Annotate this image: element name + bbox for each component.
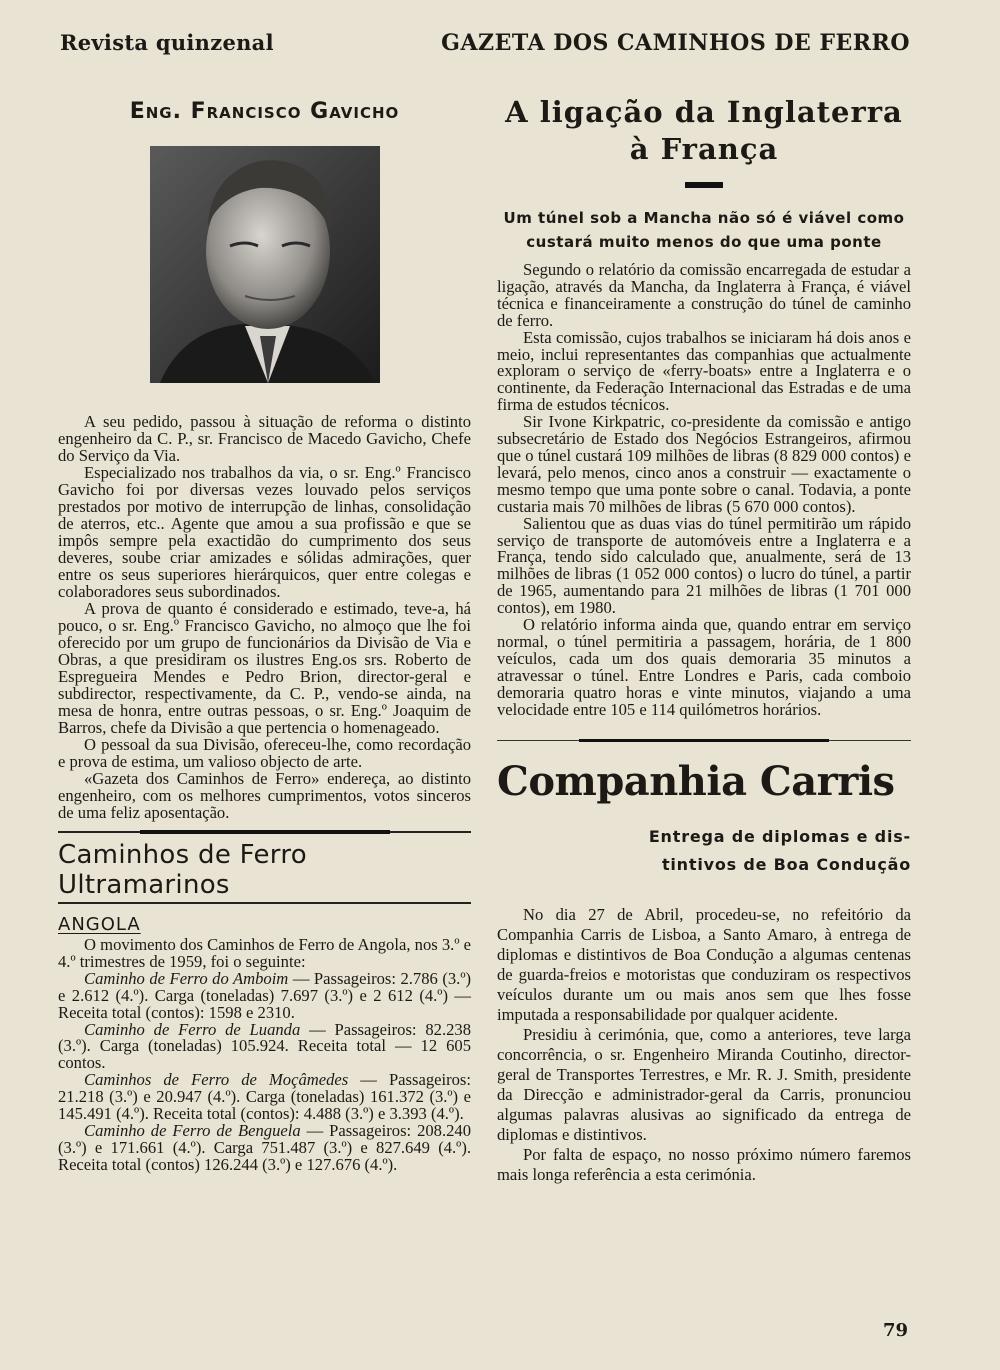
- ligacao-paragraph: Esta comissão, cujos trabalhos se iniciaram há dois anos e meio, inclui representantes das companhias que actualmente exploram o serviço de «ferry-boats» entre a Inglaterra e o continente, da Federação Internacional das Estradas e de uma firma de estudos técnicos.: [497, 327, 911, 415]
- profile-article-body: [58, 413, 471, 821]
- ligacao-title: [497, 94, 911, 168]
- profile-title: Eng. Francisco Gavicho: [129, 99, 400, 124]
- carris-body: [497, 905, 911, 1185]
- carris-subhead: [497, 823, 911, 879]
- carris-paragraph: No dia 27 de Abril, procedeu-se, no refeitório da Companhia Carris de Lisboa, a Santo Amaro, à entrega de diplomas e distintivos de Boa Condução a algumas centenas de guarda-freios e motoristas que conduziram os respectivos veículos durante um ou mais anos sem que lhes fosse imputada a responsabilidade por qualquer acidente.: [497, 905, 911, 1025]
- ligacao-paragraph: Segundo o relatório da comissão encarregada de estudar a ligação, através da Mancha, da Inglaterra à França, é viável técnica e financeiramente a construção do túnel de caminho de ferro.: [497, 260, 911, 330]
- profile-paragraph: A prova de quanto é considerado e estimado, teve-a, há pouco, o sr. Eng.º Francisco Gavicho, no almoço que lhe foi oferecido por um grupo de funcionários da Divisão de Via e Obras, a que presidiram os ilustres Eng.os srs. Roberto de Espregueira Mendes e Pedro Brion, director-geral e subdirector, respectivamente, da C. P., vendo-se ainda, na mesa de honra, entre outras pessoas, o sr. Eng.º Joaquim de Barros, chefe da Divisão a que pertencia o homenageado.: [58, 599, 471, 737]
- carris-subhead-line: tintivos de Boa Condução: [661, 855, 911, 875]
- right-column: [497, 90, 911, 1185]
- profile-paragraph: «Gazeta dos Caminhos de Ferro» endereça, ao distinto engenheiro, com os melhores cumprimentos, votos sinceros de uma feliz aposentação.: [58, 769, 471, 822]
- profile-paragraph: O pessoal da sua Divisão, ofereceu-lhe, como recordação e prova de estima, um valioso objecto de arte.: [58, 735, 471, 771]
- left-column: [58, 95, 471, 1174]
- carris-subhead-line: Entrega de diplomas e dis-: [648, 827, 911, 847]
- railway-name: Caminho de Ferro de Benguela: [84, 1120, 301, 1140]
- page-number: 79: [882, 1320, 908, 1341]
- railway-entry: [58, 1072, 471, 1123]
- carris-title: Companhia Carris: [497, 758, 895, 806]
- profile-paragraph: A seu pedido, passou à situação de reforma o distinto engenheiro da C. P., sr. Francisco de Macedo Gavicho, Chefe do Serviço da Via.: [58, 412, 471, 465]
- ligacao-paragraph: O relatório informa ainda que, quando entrar em serviço normal, o túnel permitiria a passagem, horária, de 1 800 veículos, cada um dos quais demoraria 35 minutos a atravessar o túnel. Entre Londres e Paris, cada comboio demoraria quatro horas e vinte minutos, viajando a uma velocidade entre 105 e 114 quilómetros horários.: [497, 615, 911, 719]
- portrait-photo: [150, 146, 380, 383]
- railway-name: Caminho de Ferro de Luanda: [84, 1019, 301, 1039]
- railway-stats: — Passageiros: 2.786 (3.º) e 2.612 (4.º). Carga (toneladas) 7.697 (3.º) e 2 612 (4.º) — Receita total (contos): 1598 e 2310.: [58, 968, 471, 1022]
- ultramarinos-intro: O movimento dos Caminhos de Ferro de Angola, nos 3.º e 4.º trimestres de 1959, foi o seguinte:: [58, 935, 471, 971]
- railway-name: Caminhos de Ferro de Moçâmedes: [84, 1070, 349, 1090]
- title-dash: [685, 182, 723, 188]
- ligacao-title-line: à França: [629, 132, 779, 166]
- railway-stats: — Passageiros: 21.218 (3.º) e 20.947 (4.º). Carga (toneladas) 161.372 (3.º) e 145.491 (4.º). Receita total (contos): 4.488 (3.º) e 3.393 (4.º).: [58, 1070, 471, 1124]
- railway-entry: [58, 1019, 471, 1073]
- railway-name: Caminho de Ferro do Amboim: [84, 968, 289, 988]
- ligacao-title-line: A ligação da Inglaterra: [505, 95, 903, 129]
- portrait-image: [150, 146, 380, 383]
- ligacao-body: [497, 262, 911, 718]
- ultramarinos-body: [58, 937, 471, 1174]
- ligacao-paragraph: Sir Ivone Kirkpatric, co-presidente da comissão e antigo subsecretário de Estado dos Negócios Estrangeiros, afirmou que o túnel custará 109 milhões de libras (8 829 000 contos) e levará, pelo menos, cinco anos a construir — exactamente o mesmo tempo que uma ponte sobre o canal. Todavia, a ponte custaria mais 70 milhões de libras (5 670 000 contos).: [497, 412, 911, 516]
- running-header-left: Revista quinzenal: [60, 30, 274, 55]
- railway-stats: — Passageiros: 208.240 (3.º) e 171.661 (4.º). Carga 751.487 (3.º) e 827.649 (4.º). Receita total (contos) 126.244 (3.º) e 127.676 (4.º).: [58, 1120, 471, 1174]
- railway-stats: — Passageiros: 82.238 (3.º). Carga (toneladas) 105.924. Receita total — 12 605 contos.: [58, 1019, 471, 1073]
- section-divider-accent: [140, 830, 390, 834]
- profile-paragraph: Especializado nos trabalhos da via, o sr. Eng.º Francisco Gavicho foi por diversas vezes louvado pelos serviços prestados por motivo de interrupção de linhas, consolidação de aterros, etc.. Agente que amou a sua profissão e que se impôs sempre pela exactidão do cumprimento dos seus deveres, soube criar amizades e sólidas admirações, quer entre os seus superiores hierárquicos, quer entre colegas e colaboradores seus subordinados.: [58, 463, 471, 601]
- running-header-right: GAZETA DOS CAMINHOS DE FERRO: [441, 30, 910, 56]
- ultramarinos-title: Caminhos de Ferro Ultramarinos: [58, 840, 471, 904]
- ligacao-subhead-line: custará muito menos do que uma ponte: [526, 233, 882, 251]
- railway-entry: [58, 968, 471, 1022]
- carris-paragraph: Presidiu à cerimónia, que, como a anteriores, teve larga concorrência, o sr. Engenheiro Miranda Coutinho, director-geral de Transportes Terrestres, e Mr. R. J. Smith, presidente da Direcção e administrador-geral da Carris, pronunciou algumas palavras alusivas ao significado da entrega de diplomas e distintivos.: [497, 1025, 911, 1145]
- section-divider-accent: [579, 739, 829, 742]
- ligacao-subhead-line: Um túnel sob a Mancha não só é viável como: [503, 209, 905, 227]
- carris-paragraph: Por falta de espaço, no nosso próximo número faremos mais longa referência a esta cerimónia.: [497, 1145, 911, 1185]
- region-heading: ANGOLA: [58, 914, 141, 935]
- railway-entry: [58, 1120, 471, 1174]
- ligacao-paragraph: Salientou que as duas vias do túnel permitirão um rápido serviço de transporte de automóveis entre a Inglaterra e a França, tendo sido calculado que, anualmente, será de 13 milhões de libras (1 052 000 contos) o lucro do túnel, a partir de 1965, aumentando para 21 milhões de libras (1 701 000 contos), em 1980.: [497, 513, 911, 618]
- ligacao-subhead: [497, 206, 911, 254]
